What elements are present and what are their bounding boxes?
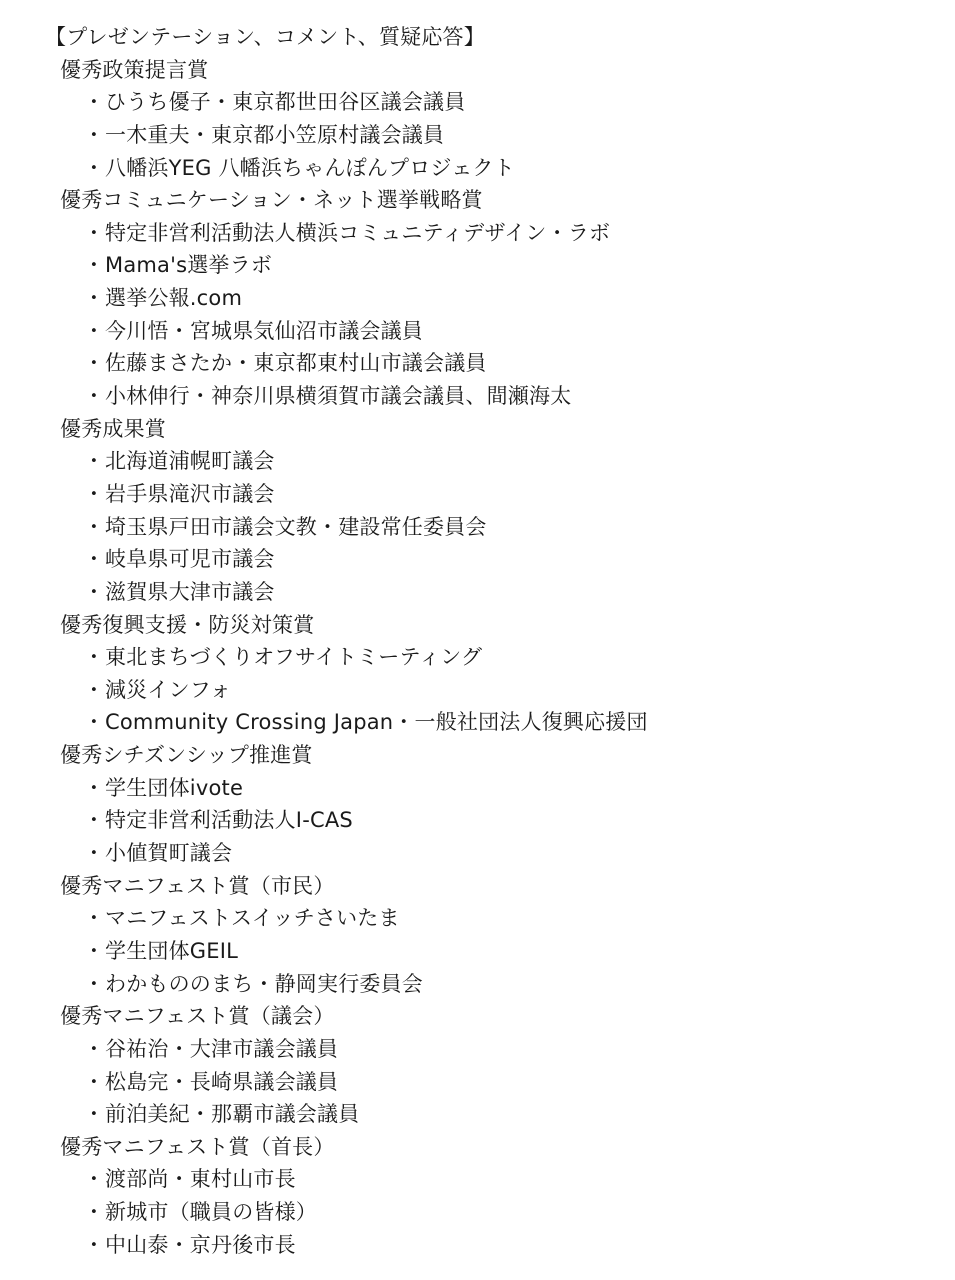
bullet-mark: ・ xyxy=(83,775,105,800)
bullet-mark: ・ xyxy=(83,481,105,506)
list-item xyxy=(45,576,945,609)
category-list xyxy=(45,54,945,1262)
awardee-name: 小値賀町議会 xyxy=(105,841,233,866)
list-item xyxy=(45,968,945,1001)
awardee-name: 特定非営利活動法人横浜コミュニティデザイン・ラボ xyxy=(105,220,611,245)
list-item xyxy=(45,86,945,119)
awardee-name: 佐藤まさたか・東京都東村山市議会議員 xyxy=(105,351,487,376)
awardee-name: 八幡浜YEG 八幡浜ちゃんぽんプロジェクト xyxy=(105,155,515,180)
list-item xyxy=(45,315,945,348)
awardee-name: 埼玉県戸田市議会文教・建設常任委員会 xyxy=(105,514,487,539)
award-category-title: 優秀成果賞 xyxy=(60,416,166,441)
bullet-mark: ・ xyxy=(83,318,105,343)
list-item xyxy=(45,1196,945,1229)
list-item xyxy=(45,1066,945,1099)
list-item xyxy=(45,1098,945,1131)
awardee-name: Mama's選挙ラボ xyxy=(105,253,273,278)
awardee-name: 今川悟・宮城県気仙沼市議会議員 xyxy=(105,318,423,343)
awardee-name: 渡部尚・東村山市長 xyxy=(105,1167,296,1192)
list-item xyxy=(45,380,945,413)
bullet-mark: ・ xyxy=(83,841,105,866)
bullet-mark: ・ xyxy=(83,122,105,147)
list-item xyxy=(45,935,945,968)
list-item xyxy=(45,119,945,152)
list-item xyxy=(45,282,945,315)
awardee-name: 谷祐治・大津市議会議員 xyxy=(105,1036,339,1061)
list-item xyxy=(45,837,945,870)
awardee-name: 中山泰・京丹後市長 xyxy=(105,1232,296,1257)
list-item xyxy=(45,478,945,511)
bullet-mark: ・ xyxy=(83,1102,105,1127)
bullet-mark: ・ xyxy=(83,384,105,409)
bullet-mark: ・ xyxy=(83,253,105,278)
bullet-mark: ・ xyxy=(83,1200,105,1225)
bullet-mark: ・ xyxy=(83,1232,105,1257)
awardee-name: 学生団体GEIL xyxy=(105,938,239,963)
list-item xyxy=(45,674,945,707)
bullet-mark: ・ xyxy=(83,938,105,963)
awardee-name: 選挙公報.com xyxy=(105,286,243,311)
awardee-name: 一木重夫・東京都小笠原村議会議員 xyxy=(105,122,445,147)
list-item xyxy=(45,1229,945,1262)
awardee-name: 前泊美紀・那覇市議会議員 xyxy=(105,1102,360,1127)
award-category-title: 優秀復興支援・防災対策賞 xyxy=(60,612,315,637)
bullet-mark: ・ xyxy=(83,220,105,245)
awardee-name: 滋賀県大津市議会 xyxy=(105,579,275,604)
awardee-name: わかもののまち・静岡実行委員会 xyxy=(105,971,423,996)
awardee-name: 東北まちづくりオフサイトミーティング xyxy=(105,645,483,670)
award-category-title: 優秀シチズンシップ推進賞 xyxy=(60,743,313,768)
awardee-name: ひうち優子・東京都世田谷区議会議員 xyxy=(105,90,466,115)
award-document xyxy=(45,21,945,1261)
bullet-mark: ・ xyxy=(83,351,105,376)
awardee-name: 岐阜県可児市議会 xyxy=(105,547,275,572)
award-category-title: 優秀マニフェスト賞（市民） xyxy=(60,873,335,898)
list-item xyxy=(45,347,945,380)
bullet-mark: ・ xyxy=(83,906,105,931)
bullet-mark: ・ xyxy=(83,710,105,735)
bullet-mark: ・ xyxy=(83,971,105,996)
list-item xyxy=(45,249,945,282)
bullet-mark: ・ xyxy=(83,1167,105,1192)
award-category-title: 優秀コミュニケーション・ネット選挙戦略賞 xyxy=(60,188,483,213)
list-item xyxy=(45,445,945,478)
bullet-mark: ・ xyxy=(83,677,105,702)
list-item xyxy=(45,152,945,185)
list-item xyxy=(45,706,945,739)
bullet-mark: ・ xyxy=(83,645,105,670)
awardee-name: 岩手県滝沢市議会 xyxy=(105,481,275,506)
bullet-mark: ・ xyxy=(83,1069,105,1094)
award-category-title: 優秀政策提言賞 xyxy=(60,57,209,82)
awardee-name: 学生団体ivote xyxy=(105,775,244,800)
list-item xyxy=(45,543,945,576)
awardee-name: 松島完・長崎県議会議員 xyxy=(105,1069,339,1094)
awardee-name: 北海道浦幌町議会 xyxy=(105,449,275,474)
awardee-name: 新城市（職員の皆様） xyxy=(105,1200,317,1225)
document-heading: 【プレゼンテーション、コメント、質疑応答】 xyxy=(45,25,485,49)
award-category-title: 優秀マニフェスト賞（首長） xyxy=(60,1134,335,1159)
list-item xyxy=(45,641,945,674)
list-item xyxy=(45,217,945,250)
awardee-name: マニフェストスイッチさいたま xyxy=(105,906,400,931)
award-category-title: 優秀マニフェスト賞（議会） xyxy=(60,1004,335,1029)
awardee-name: 減災インフォ xyxy=(105,677,232,702)
list-item xyxy=(45,1163,945,1196)
list-item xyxy=(45,804,945,837)
awardee-name: Community Crossing Japan・一般社団法人復興応援団 xyxy=(105,710,648,735)
bullet-mark: ・ xyxy=(83,808,105,833)
awardee-name: 特定非営利活動法人I-CAS xyxy=(105,808,353,833)
bullet-mark: ・ xyxy=(83,1036,105,1061)
list-item xyxy=(45,511,945,544)
bullet-mark: ・ xyxy=(83,547,105,572)
bullet-mark: ・ xyxy=(83,155,105,180)
bullet-mark: ・ xyxy=(83,579,105,604)
list-item xyxy=(45,902,945,935)
bullet-mark: ・ xyxy=(83,90,105,115)
list-item xyxy=(45,1033,945,1066)
awardee-name: 小林伸行・神奈川県横須賀市議会議員、間瀬海太 xyxy=(105,384,572,409)
list-item xyxy=(45,772,945,805)
bullet-mark: ・ xyxy=(83,514,105,539)
bullet-mark: ・ xyxy=(83,286,105,311)
bullet-mark: ・ xyxy=(83,449,105,474)
